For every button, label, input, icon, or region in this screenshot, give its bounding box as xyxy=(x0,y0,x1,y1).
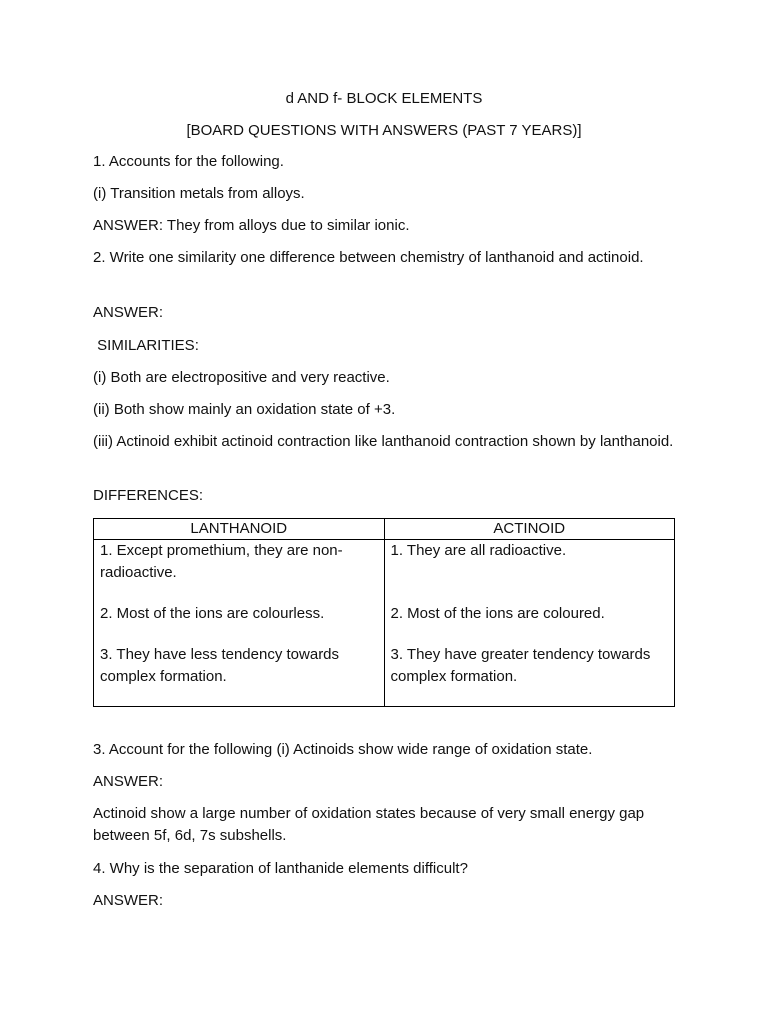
table-row xyxy=(94,540,675,707)
lanthanoid-cell xyxy=(94,540,385,707)
actinoid-point: 3. They have greater tendency towards complex formation. xyxy=(390,646,651,685)
table-header-row xyxy=(94,519,675,540)
question-1-part: (i) Transition metals from alloys. xyxy=(93,185,305,202)
question-4: 4. Why is the separation of lanthanide elements difficult? xyxy=(93,860,468,877)
differences-table xyxy=(93,518,675,707)
similarity-item: (iii) Actinoid exhibit actinoid contraction like lanthanoid contraction shown by lanthanoid. xyxy=(93,433,674,450)
question-2: 2. Write one similarity one difference between chemistry of lanthanoid and actinoid. xyxy=(93,249,644,266)
question-1: 1. Accounts for the following. xyxy=(93,153,284,170)
lanthanoid-point: 2. Most of the ions are colourless. xyxy=(100,605,325,622)
actinoid-point: 2. Most of the ions are coloured. xyxy=(390,605,605,622)
column-header-lanthanoid: LANTHANOID xyxy=(94,519,385,540)
page-title: d AND f- BLOCK ELEMENTS xyxy=(285,90,483,107)
column-header-actinoid: ACTINOID xyxy=(384,519,675,540)
question-3: 3. Account for the following (i) Actinoids show wide range of oxidation state. xyxy=(93,741,593,758)
page-subtitle: [BOARD QUESTIONS WITH ANSWERS (PAST 7 YEARS)] xyxy=(186,122,582,139)
answer-3-label: ANSWER: xyxy=(93,773,164,790)
answer-4-label: ANSWER: xyxy=(93,892,164,909)
similarity-item: (i) Both are electropositive and very reactive. xyxy=(93,369,390,386)
lanthanoid-point: 3. They have less tendency towards complex formation. xyxy=(100,646,340,685)
answer-3: Actinoid show a large number of oxidation states because of very small energy gap between 5f, 6d, 7s subshells. xyxy=(93,805,645,844)
lanthanoid-point: 1. Except promethium, they are non-radioactive. xyxy=(100,542,343,581)
similarities-heading: SIMILARITIES: xyxy=(93,337,199,354)
actinoid-point: 1. They are all radioactive. xyxy=(390,542,567,559)
differences-heading: DIFFERENCES: xyxy=(93,487,204,504)
similarity-item: (ii) Both show mainly an oxidation state of +3. xyxy=(93,401,396,418)
answer-2-label: ANSWER: xyxy=(93,304,164,321)
actinoid-cell xyxy=(384,540,675,707)
answer-1: ANSWER: They from alloys due to similar ionic. xyxy=(93,217,410,234)
